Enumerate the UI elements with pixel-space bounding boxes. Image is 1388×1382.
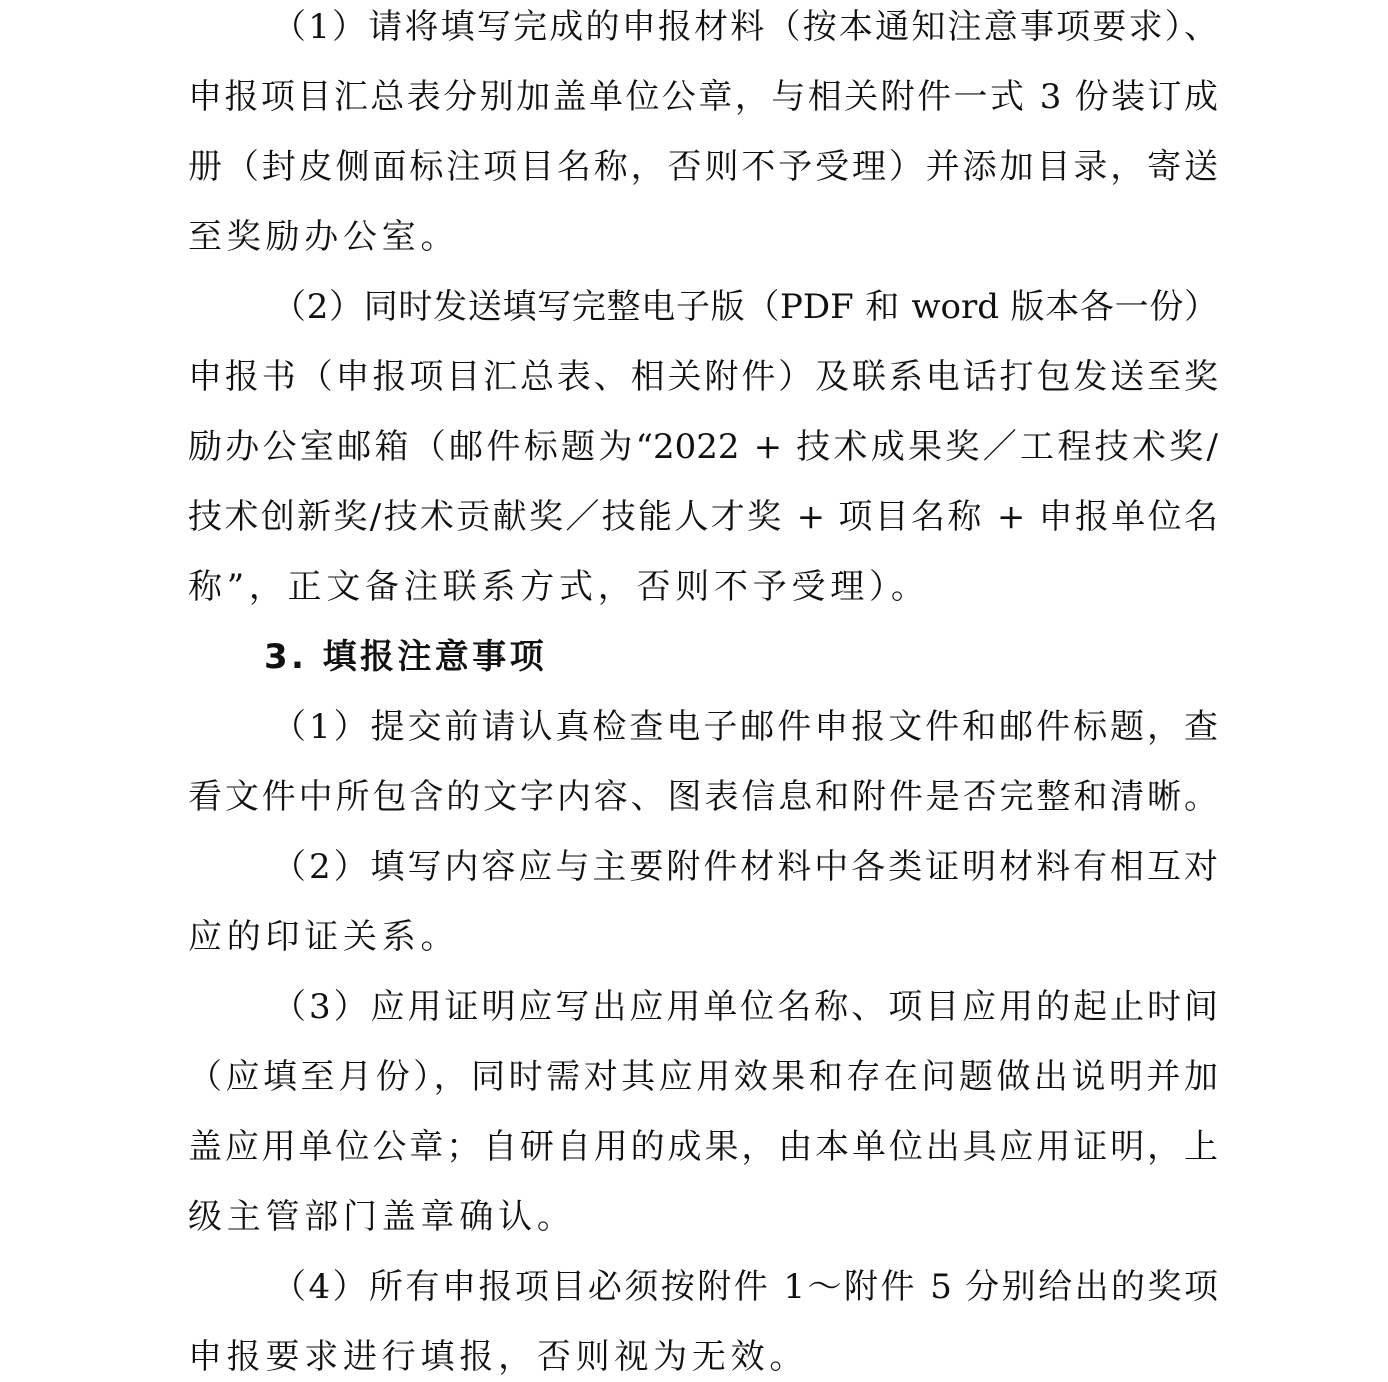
paragraph-1-line-2: 申报项目汇总表分别加盖单位公章，与相关附件一式 3 份装订成 xyxy=(188,77,1218,117)
paragraph-4-line-2: 应的印证关系。 xyxy=(188,917,460,957)
paragraph-2-line-1: （2）同时发送填写完整电子版（PDF 和 word 版本各一份） xyxy=(272,287,1218,327)
paragraph-1-line-3: 册（封皮侧面标注项目名称，否则不予受理）并添加目录，寄送 xyxy=(188,147,1218,187)
paragraph-1-line-4: 至奖励办公室。 xyxy=(188,217,460,257)
paragraph-1-line-1: （1）请将填写完成的申报材料（按本通知注意事项要求）、 xyxy=(272,7,1218,47)
document-page xyxy=(188,0,1218,1382)
paragraph-5-line-2: （应填至月份），同时需对其应用效果和存在问题做出说明并加 xyxy=(188,1057,1218,1097)
paragraph-3-line-1: （1）提交前请认真检查电子邮件申报文件和邮件标题，查 xyxy=(272,707,1218,747)
paragraph-3-line-2: 看文件中所包含的文字内容、图表信息和附件是否完整和清晰。 xyxy=(188,777,1218,817)
paragraph-5-line-1: （3）应用证明应写出应用单位名称、项目应用的起止时间 xyxy=(272,987,1218,1027)
paragraph-6-line-1: （4）所有申报项目必须按附件 1～附件 5 分别给出的奖项 xyxy=(272,1267,1218,1307)
paragraph-6-line-2: 申报要求进行填报，否则视为无效。 xyxy=(188,1337,809,1377)
paragraph-2-line-3: 励办公室邮箱（邮件标题为“2022 + 技术成果奖／工程技术奖/ xyxy=(188,427,1218,467)
paragraph-2-line-2: 申报书（申报项目汇总表、相关附件）及联系电话打包发送至奖 xyxy=(188,357,1218,397)
paragraph-5-line-3: 盖应用单位公章；自研自用的成果，由本单位出具应用证明，上 xyxy=(188,1127,1218,1167)
paragraph-2-line-4: 技术创新奖/技术贡献奖／技能人才奖 + 项目名称 + 申报单位名 xyxy=(188,497,1218,537)
section-heading: 3. 填报注意事项 xyxy=(264,637,548,677)
paragraph-4-line-1: （2）填写内容应与主要附件材料中各类证明材料有相互对 xyxy=(272,847,1218,887)
paragraph-2-line-5: 称”，正文备注联系方式，否则不予受理）。 xyxy=(188,567,930,607)
paragraph-5-line-4: 级主管部门盖章确认。 xyxy=(188,1197,576,1237)
